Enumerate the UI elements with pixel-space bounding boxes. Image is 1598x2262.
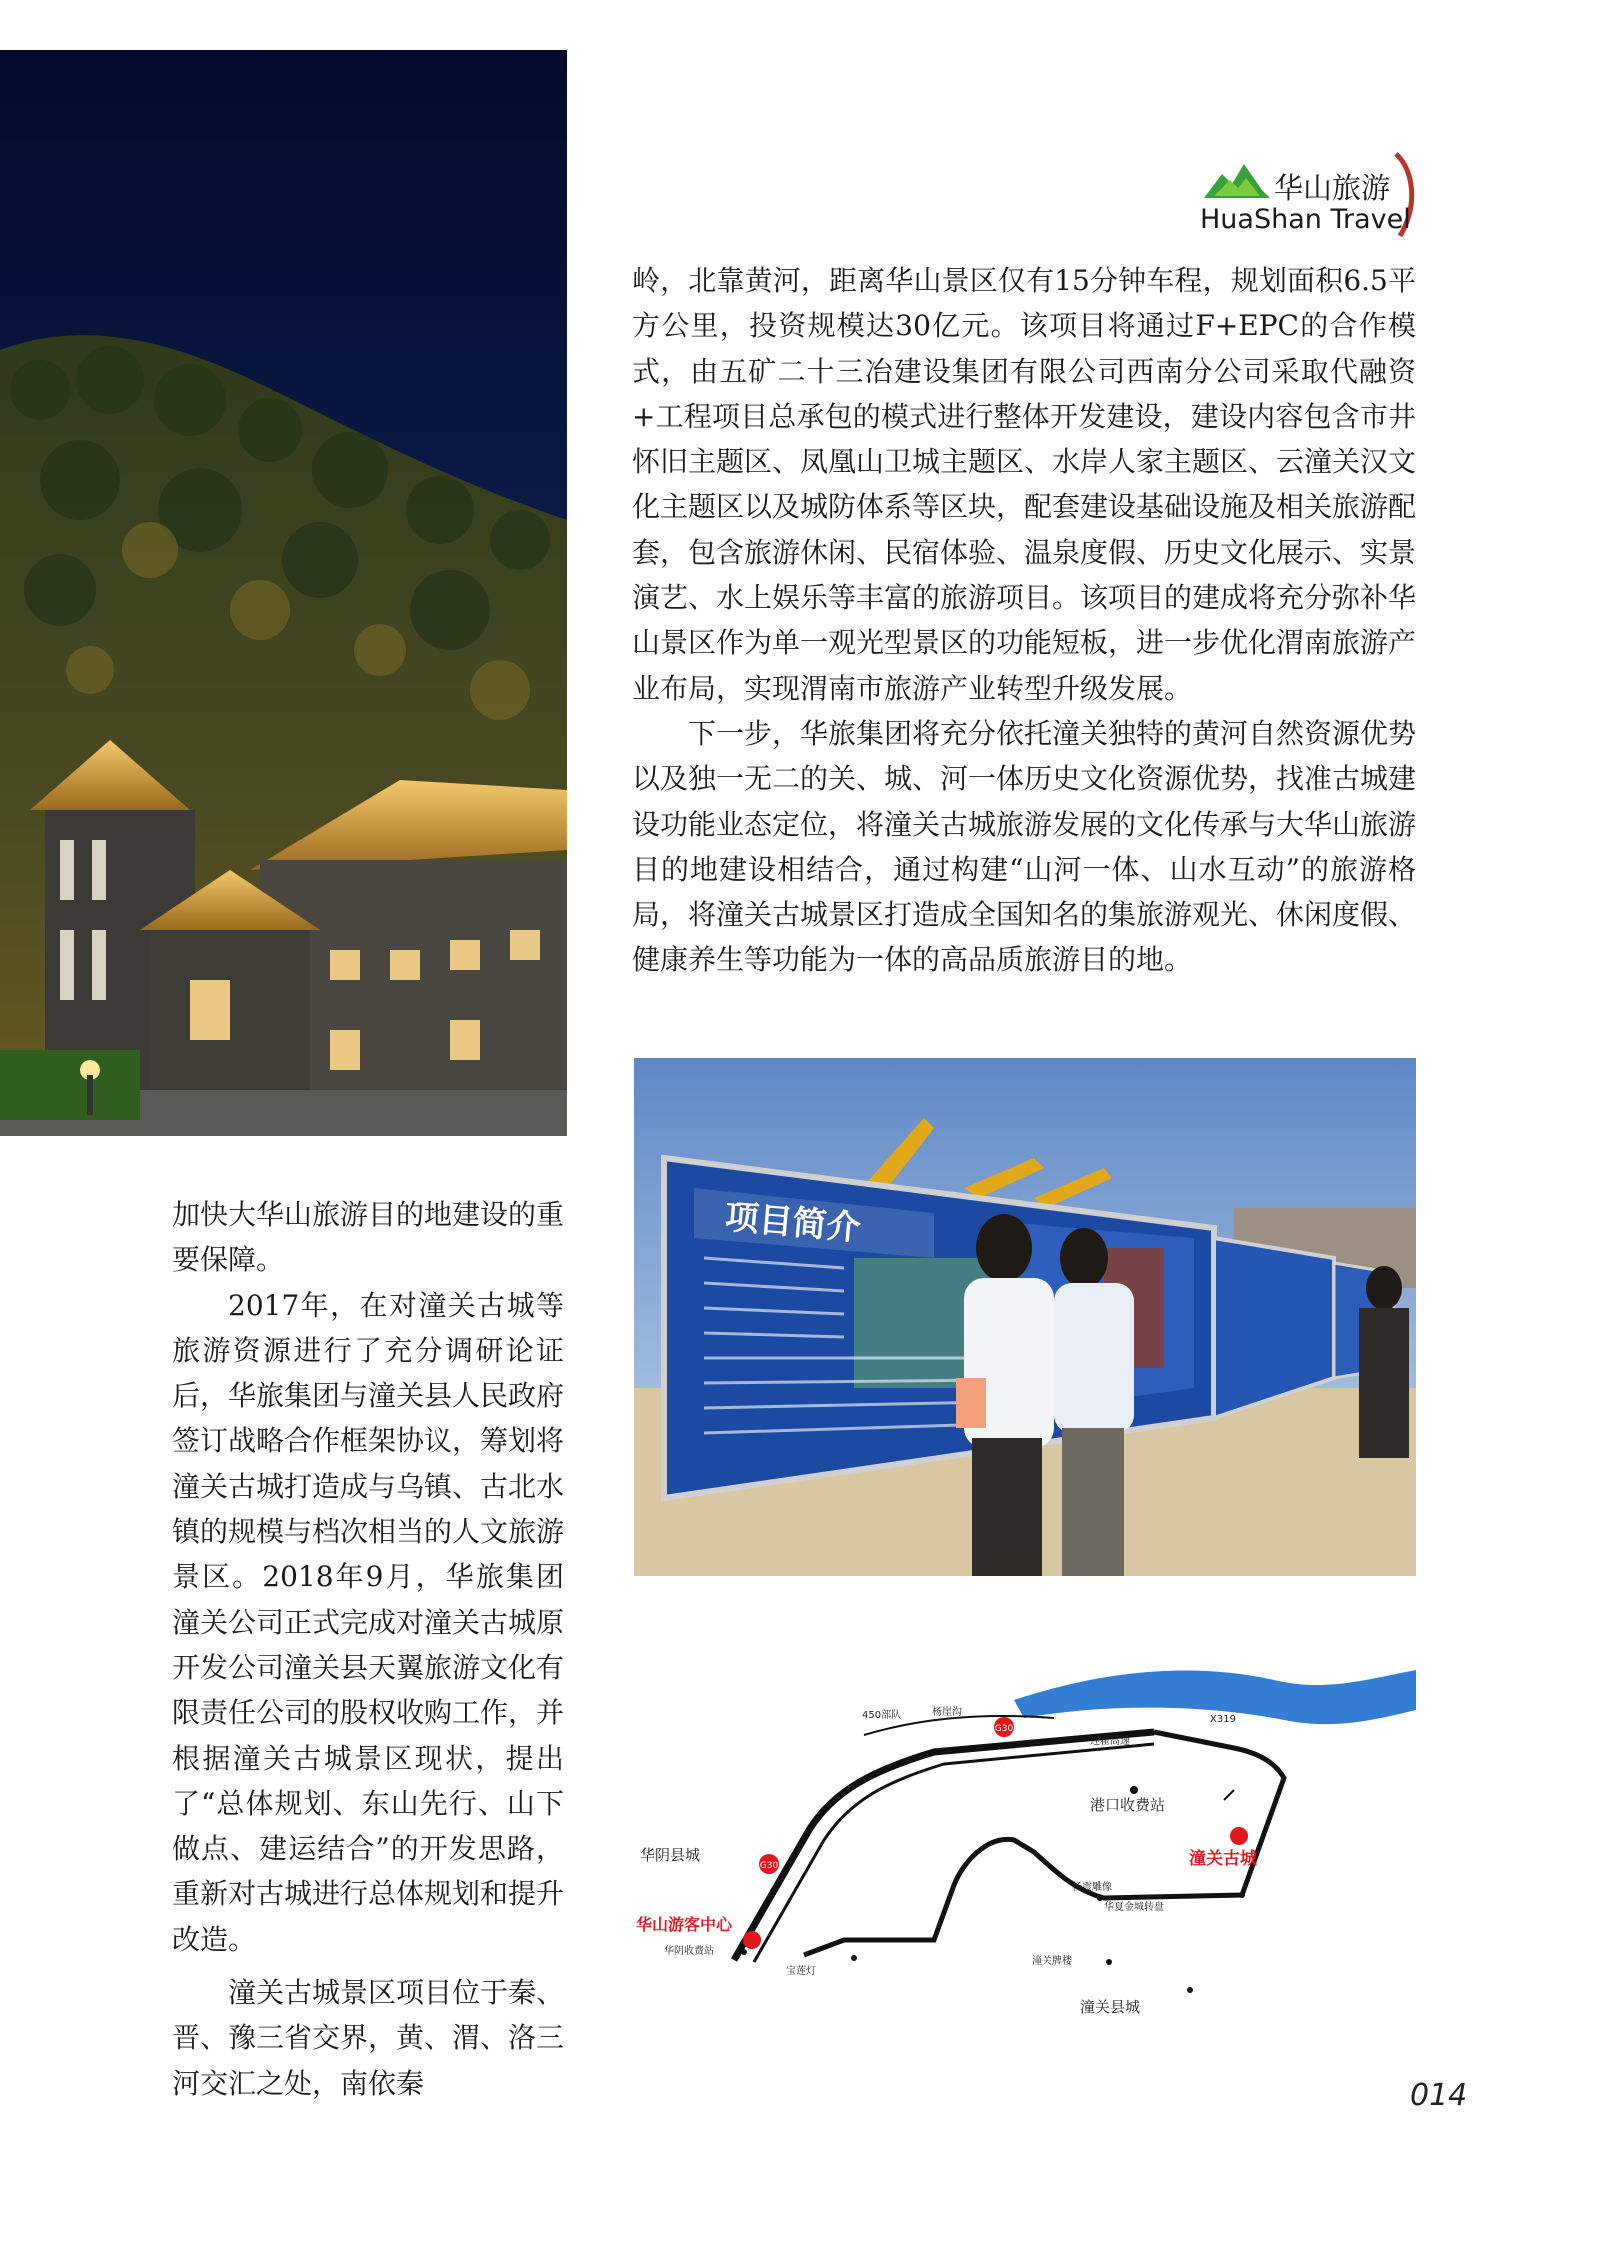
map-label: 潼关县城 xyxy=(1080,1998,1141,2016)
map-label: 杨震雕像 xyxy=(1072,1882,1112,1893)
board-title: 项目简介 xyxy=(723,1197,863,1249)
logo-english-text: HuaShan Travel xyxy=(1200,204,1411,235)
tongguan-old-city-marker xyxy=(1230,1827,1248,1845)
location-map xyxy=(634,1640,1416,2030)
map-label: 华阴县城 xyxy=(640,1846,701,1864)
map-label: 华山游客中心 xyxy=(636,1915,733,1934)
shield-label: G30 xyxy=(994,1724,1014,1734)
page-number: 014 xyxy=(1410,2078,1468,2113)
logo-chinese-text: 华山旅游 xyxy=(1274,171,1391,205)
night-rendering-photo xyxy=(0,50,567,1136)
paragraph: 2017年，在对潼关古城等旅游资源进行了充分调研论证后，华旅集团与潼关县人民政府签订战略合作框架协议，筹划将潼关古城打造成与乌镇、古北水镇的规模与档次相当的人文旅游景区。2018年9月，华旅集团潼关公司正式完成对潼关古城原开发公司潼关县天翼旅游文化有限责任公司的股权收购工作，并根据潼关古城景区现状，提出了“总体规划、东山先行、山下做点、建运结合”的开发思路，重新对古城进行总体规划和提升改造。 xyxy=(172,1288,565,1956)
paragraph: 潼关古城景区项目位于秦、晋、豫三省交界，黄、渭、洛三河交汇之处，南依秦 xyxy=(172,1976,565,2100)
map-label: 潼关古城 xyxy=(1189,1849,1257,1869)
map-label: 华夏金城转盘 xyxy=(1104,1902,1164,1913)
map-label: 宝莲灯 xyxy=(786,1966,816,1977)
map-label: 潼关牌楼 xyxy=(1032,1956,1072,1967)
project-site-photo xyxy=(634,1058,1416,1576)
map-label: 港口收费站 xyxy=(1090,1796,1166,1814)
visitor-center-marker xyxy=(743,1931,761,1949)
paragraph: 岭，北靠黄河，距离华山景区仅有15分钟车程，规划面积6.5平方公里，投资规模达30亿元。该项目将通过F+EPC的合作模式，由五矿二十三冶建设集团有限公司西南分公司采取代融资+工程项目总承包的模式进行整体开发建设，建设内容包含市井怀旧主题区、凤凰山卫城主题区、水岸人家主题区、云潼关汉文化主题区以及城防体系等区块，配套建设基础设施及相关旅游配套，包含旅游休闲、民宿体验、温泉度假、历史文化展示、实景演艺、水上娱乐等丰富的旅游项目。该项目的建成将充分弥补华山景区作为单一观光型景区的功能短板，进一步优化渭南旅游产业布局，实现渭南市旅游产业转型升级发展。 xyxy=(632,264,1417,705)
huashan-travel-logo xyxy=(1200,150,1420,250)
map-label: X319 xyxy=(1210,1714,1236,1725)
map-label: 杨崖沟 xyxy=(932,1707,962,1718)
paragraph: 下一步，华旅集团将充分依托潼关独特的黄河自然资源优势以及独一无二的关、城、河一体历史文化资源优势，找准古城建设功能业态定位，将潼关古城旅游发展的文化传承与大华山旅游目的地建设相结合，通过构建“山河一体、山水互动”的旅游格局，将潼关古城景区打造成全国知名的集旅游观光、休闲度假、健康养生等功能为一体的高品质旅游目的地。 xyxy=(632,716,1417,977)
map-label: 华阴收费站 xyxy=(664,1946,714,1957)
shield-label: G30 xyxy=(759,1861,779,1871)
left-column-text xyxy=(172,1192,564,2106)
paragraph: 加快大华山旅游目的地建设的重要保障。 xyxy=(172,1198,565,1277)
map-label: 连霍高速 xyxy=(1090,1736,1130,1747)
map-label: 450部队 xyxy=(862,1710,902,1721)
right-column-text xyxy=(632,258,1416,983)
